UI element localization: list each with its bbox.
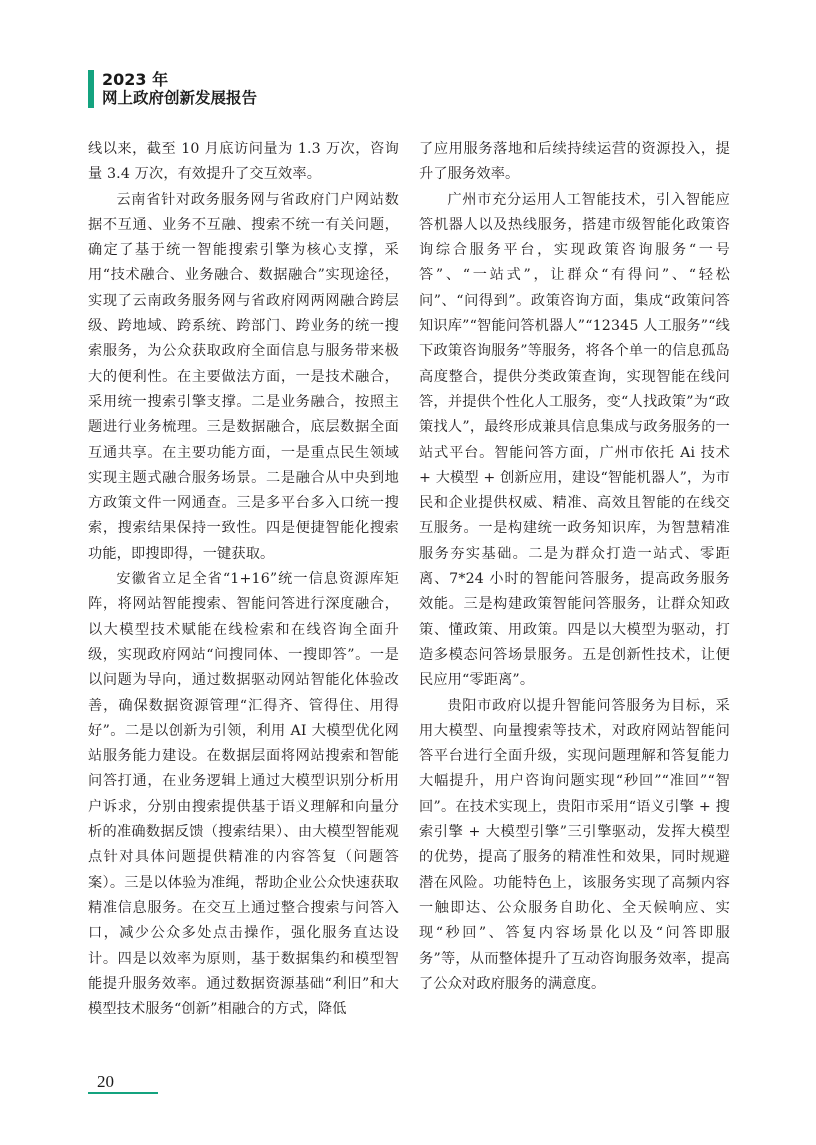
paragraph-continued-right: 了应用服务落地和后续持续运营的资源投入，提升了服务效率。 (419, 141, 730, 183)
running-header (88, 70, 257, 108)
page-number: 20 (97, 1072, 114, 1091)
left-column (88, 137, 399, 1022)
header-accent-bar (88, 70, 94, 108)
report-year: 2023 年 (102, 70, 169, 89)
paragraph-guiyang: 贵阳市政府以提升智能问答服务为目标，采用大模型、向量搜索等技术，对政府网站智能问答平台进行全面升级，实现问题理解和答复能力大幅提升，用户咨询问题实现“秒回”“准回”“智回”。在技术实现上，贵阳市采用“语义引擎 + 搜索引擎 + 大模型引擎”三引擎驱动，发挥大模型的优势，提高了服务的精准性和效果，同时规避潜在风险。功能特色上，该服务实现了高频内容一触即达、公众服务自助化、全天候响应、实现“秒回”、答复内容场景化以及“问答即服务”等，从而整体提升了互动咨询服务效率，提高了公众对政府服务的满意度。 (419, 697, 730, 992)
right-column (419, 137, 730, 997)
footer-accent-line (88, 1092, 158, 1094)
paragraph-continued: 线以来，截至 10 月底访问量为 1.3 万次，咨询量 3.4 万次，有效提升了交互效率。 (88, 141, 399, 183)
paragraph-yunnan: 云南省针对政务服务网与省政府门户网站数据不互通、业务不互融、搜索不统一有关问题，确定了基于统一智能搜索引擎为核心支撑，采用“技术融合、业务融合、数据融合”实现途径，实现了云南政务服务网与省政府网两网融合跨层级、跨地域、跨系统、跨部门、跨业务的统一搜索服务，为公众获取政府全面信息与服务带来极大的便利性。在主要做法方面，一是技术融合，采用统一搜索引擎支撑。二是业务融合，按照主题进行业务梳理。三是数据融合，底层数据全面互通共享。在主要功能方面，一是重点民生领域实现主题式融合服务场景。二是融合从中央到地方政策文件一网通查。三是多平台多入口统一搜索，搜索结果保持一致性。四是便捷智能化搜索功能，即搜即得，一键获取。 (88, 191, 399, 562)
header-text (102, 70, 257, 108)
paragraph-anhui: 安徽省立足全省“1+16”统一信息资源库矩阵，将网站智能搜索、智能问答进行深度融合，以大模型技术赋能在线检索和在线咨询全面升级，实现政府网站“问搜同体、一搜即答”。一是以问题为导向，通过数据驱动网站智能化体验改善，确保数据资源管理“汇得齐、管得住、用得好”。二是以创新为引领，利用 AI 大模型优化网站服务能力建设。在数据层面将网站搜索和智能问答打通，在业务逻辑上通过大模型识别分析用户诉求，分别由搜索提供基于语义理解和向量分析的准确数据反馈（搜索结果）、由大模型智能观点针对具体问题提供精准的内容答复（问题答案）。三是以体验为准绳，帮助企业公众快速获取精准信息服务。在交互上通过整合搜索与问答入口，减少公众多处点击操作，强化服务直达设计。四是以效率为原则，基于数据集约和模型智能提升服务效率。通过数据资源基础“利旧”和大模型技术服务“创新”相融合的方式，降低 (88, 571, 399, 1018)
paragraph-guangzhou: 广州市充分运用人工智能技术，引入智能应答机器人以及热线服务，搭建市级智能化政策咨询综合服务平台，实现政策咨询服务“一号答”、“一站式”，让群众“有得问”、“轻松问”、“问得到”。政策咨询方面，集成“政策问答知识库”“智能问答机器人”“12345 人工服务”“线下政策咨询服务”等服务，将各个单一的信息孤岛高度整合，提供分类政策查询，实现智能在线问答，并提供个性化人工服务，变“人找政策”为“政策找人”，最终形成兼具信息集成与政务服务的一站式平台。智能问答方面，广州市依托 Ai 技术 + 大模型 + 创新应用，建设“智能机器人”，为市民和企业提供权威、精准、高效且智能的在线交互服务。一是构建统一政务知识库，为智慧精准服务夯实基础。二是为群众打造一站式、零距离、7*24 小时的智能问答服务，提高政务服务效能。三是构建政策智能问答服务，让群众知政策、懂政策、用政策。四是以大模型为驱动，打造多模态问答场景服务。五是创新性技术，让便民应用“零距离”。 (419, 191, 730, 689)
report-title: 网上政府创新发展报告 (102, 89, 258, 107)
page-footer (88, 1072, 114, 1092)
